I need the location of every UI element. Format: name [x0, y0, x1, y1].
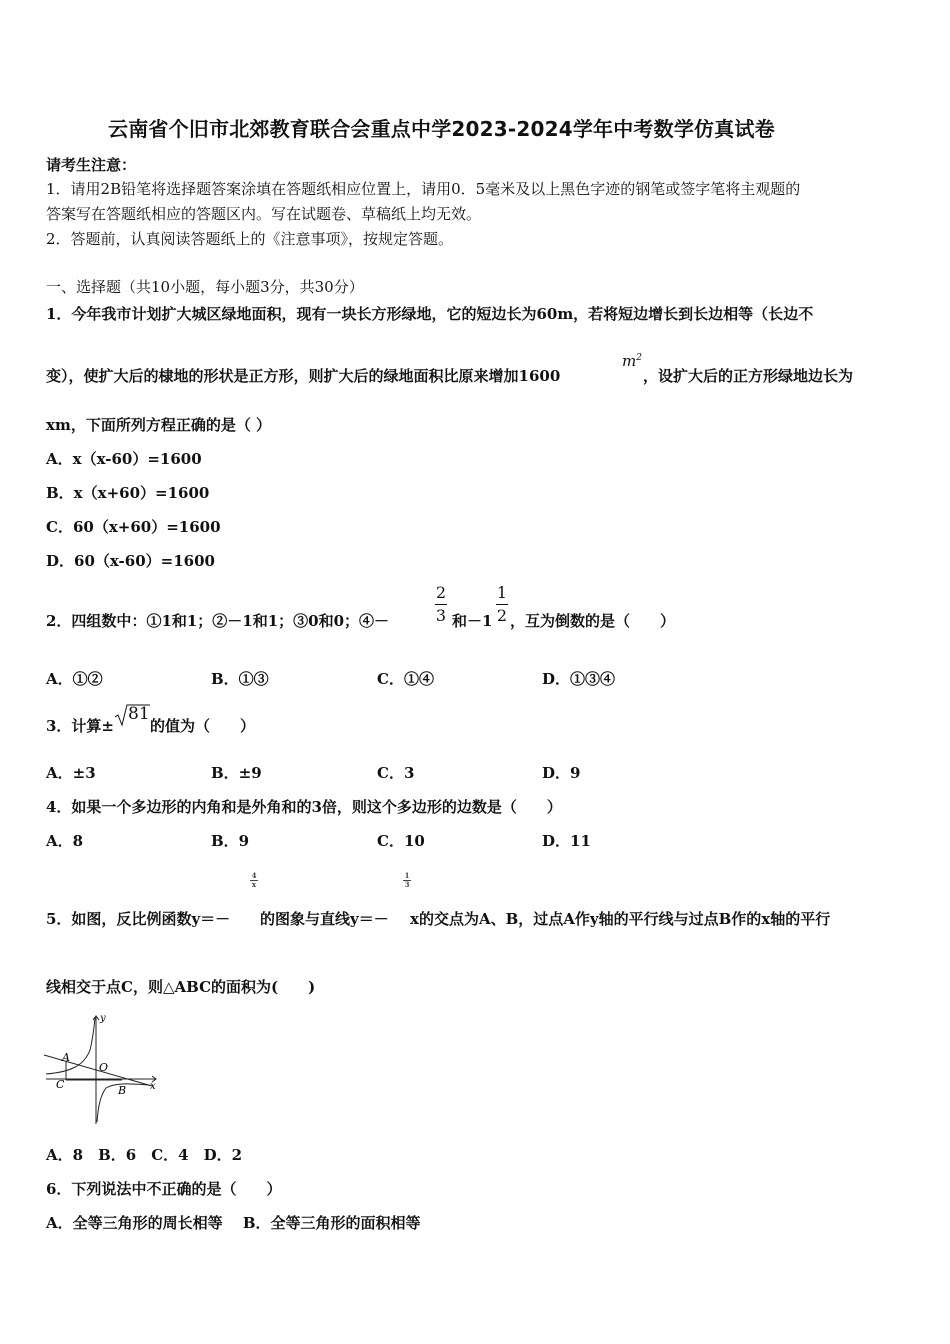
q1-option-c: C．60（x+60）=1600 [46, 518, 221, 536]
q2-option-d: D．①③④ [542, 670, 616, 688]
q5-fraction-1-numerator: 4 [251, 871, 257, 880]
q5-fraction-2-denominator: 3 [404, 880, 410, 889]
q3-stem-b: 的值为（ ） [150, 717, 256, 735]
q5-fraction-2 [403, 872, 411, 889]
q4-option-a: A．8 [46, 832, 84, 850]
q5-stem-line-2: 线相交于点C，则△ABC的面积为( ) [46, 978, 316, 996]
q2-fraction-1 [434, 583, 448, 625]
notice-line-2: 答案写在答题纸相应的答题区内。写在试题卷、草稿纸上均无效。 [46, 205, 482, 223]
q4-stem: 4．如果一个多边形的内角和是外角和的3倍，则这个多边形的边数是（ ） [46, 798, 562, 816]
q1-option-a: A．x（x-60）=1600 [46, 450, 202, 468]
q2-option-a: A．①② [46, 670, 103, 688]
q6-stem: 6．下列说法中不正确的是（ ） [46, 1180, 282, 1198]
q5-stem-c: x的交点为A、B，过点A作y轴的平行线与过点B作的x轴的平行 [410, 910, 831, 928]
graph-label-b: B [118, 1084, 127, 1097]
q5-stem-b: 的图象与直线y＝－ [260, 910, 389, 928]
q3-option-d: D．9 [542, 764, 581, 782]
q5-options: A．8 B．6 C．4 D．2 [46, 1146, 243, 1164]
q5-fraction-1-denominator: x [251, 880, 257, 889]
q1-stem-line-2a: 变），使扩大后的棣地的形状是正方形，则扩大后的绿地面积比原来增加1600 [46, 367, 561, 385]
notice-line-3: 2．答题前，认真阅读答题纸上的《注意事项》，按规定答题。 [46, 230, 454, 248]
hyperbola-branch-left [46, 1018, 95, 1074]
q2-stem-c: ，互为倒数的是（ ） [510, 612, 676, 630]
graph-label-c: C [56, 1078, 65, 1091]
notice-heading: 请考生注意： [46, 156, 137, 174]
q2-stem-a: 2．四组数中：①1和1；②－1和1；③0和0；④－ [46, 612, 390, 630]
q2-fraction-1-numerator: 2 [435, 583, 447, 602]
graph-label-o: O [99, 1061, 109, 1074]
q5-stem-a: 5．如图，反比例函数y＝－ [46, 910, 231, 928]
graph-label-x: x [150, 1081, 156, 1092]
q3-stem-a: 3．计算± [46, 717, 115, 735]
q2-option-b: B．①③ [211, 670, 269, 688]
q1-stem-line-2b: ，设扩大后的正方形绿地边长为 [643, 367, 854, 385]
q2-stem-b: 和－1 [452, 612, 493, 630]
graph-label-a: A [62, 1051, 70, 1064]
q5-fraction-2-numerator: 1 [404, 871, 410, 880]
q3-option-c: C．3 [377, 764, 415, 782]
notice-line-1: 1．请用2B铅笔将选择题答案涂填在答题纸相应位置上，请用0．5毫米及以上黑色字迹的钢笔或签字笔将主观题的 [46, 180, 801, 198]
graph-label-y: y [100, 1013, 106, 1024]
q2-fraction-1-denominator: 3 [435, 606, 447, 625]
q2-fraction-2-numerator: 1 [496, 583, 508, 602]
q5-function-graph [40, 1010, 165, 1130]
page-title: 云南省个旧市北郊教育联合会重点中学2023-2024学年中考数学仿真试卷 [108, 117, 775, 141]
q1-stem-line-3: xm，下面所列方程正确的是（ ） [46, 416, 272, 434]
q1-option-d: D．60（x-60）=1600 [46, 552, 215, 570]
q4-option-b: B．9 [211, 832, 250, 850]
q1-stem-line-1: 1．今年我市计划扩大城区绿地面积，现有一块长方形绿地，它的短边长为60m，若将短边增长到长边相等（长边不 [46, 305, 814, 323]
q1-option-b: B．x（x+60）=1600 [46, 484, 210, 502]
q4-option-d: D．11 [542, 832, 591, 850]
q2-fraction-2 [495, 583, 509, 625]
q3-radicand: 81 [128, 704, 150, 724]
q2-fraction-2-denominator: 2 [496, 606, 508, 625]
section-heading: 一、选择题（共10小题，每小题3分，共30分） [46, 278, 364, 296]
q2-option-c: C．①④ [377, 670, 434, 688]
q5-fraction-1 [250, 872, 258, 889]
q6-options: A．全等三角形的周长相等 B．全等三角形的面积相等 [46, 1214, 421, 1232]
q3-option-a: A．±3 [46, 764, 96, 782]
q4-option-c: C．10 [377, 832, 425, 850]
q1-unit: $m^2$ [622, 352, 642, 370]
q3-option-b: B．±9 [211, 764, 262, 782]
